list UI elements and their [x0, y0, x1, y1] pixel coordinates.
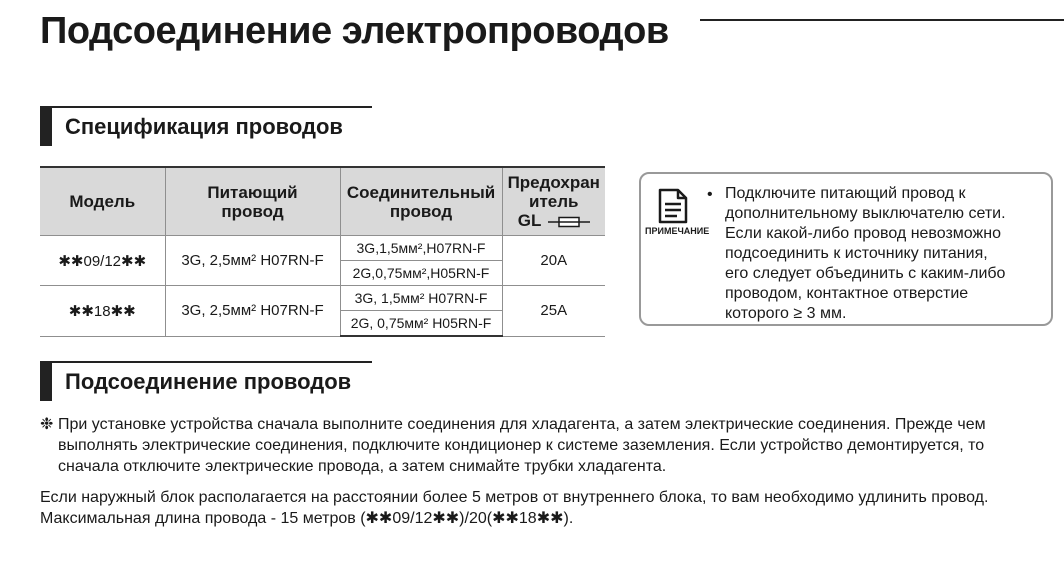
- cell-connecting-wire: 3G, 1,5мм² H07RN-F: [340, 286, 502, 311]
- note-line: его следует объединить с каким-либо: [725, 265, 1006, 282]
- cell-fuse: 20A: [502, 236, 605, 286]
- section-title-connect: Подсоединение проводов: [65, 369, 352, 394]
- header-connecting-wire: Соединительный провод: [340, 167, 502, 236]
- paragraph-line: Если наружный блок располагается на расстоянии более 5 метров от внутреннего блока, то вам необходимо удлинить провод.: [40, 489, 989, 506]
- cell-connecting-wire: 2G,0,75мм²,H05RN-F: [340, 261, 502, 286]
- fuse-icon: [548, 216, 590, 228]
- header-power-wire: Питающий провод: [165, 167, 340, 236]
- note-line: проводом, контактное отверстие: [725, 285, 969, 302]
- cell-connecting-wire: 3G,1,5мм²,H07RN-F: [340, 236, 502, 261]
- note-line: Подключите питающий провод к: [725, 185, 966, 202]
- fuse-type-label: GL: [517, 211, 542, 230]
- wire-spec-table: [40, 166, 605, 337]
- note-line: дополнительному выключателю сети.: [725, 205, 1006, 222]
- document-note-icon: [657, 188, 689, 224]
- cell-connecting-wire: 2G, 0,75мм² H05RN-F: [340, 311, 502, 337]
- table-row: [40, 236, 605, 261]
- section-rule: [52, 361, 372, 363]
- title-rule: [700, 19, 1064, 21]
- paragraph-line: ❉ При установке устройства сначала выполните соединения для хладагента, а затем электрические соединения. Прежде чем: [40, 416, 986, 433]
- paragraph-line: сначала отключите электрические провода, а затем снимайте трубки хладагента.: [58, 458, 667, 475]
- section-marker: [40, 361, 52, 401]
- note-bullet: •: [707, 186, 713, 203]
- cell-model: ✱✱18✱✱: [40, 286, 165, 337]
- connection-extra-info: [40, 487, 988, 529]
- section-marker: [40, 106, 52, 146]
- note-line: подсоединить к источнику питания,: [725, 245, 988, 262]
- table-header-row: [40, 167, 605, 236]
- note-icon-label: ПРИМЕЧАНИЕ: [645, 226, 710, 236]
- paragraph-line: Максимальная длина провода - 15 метров (✱✱09/12✱✱)/20(✱✱18✱✱).: [40, 510, 574, 527]
- note-line: которого ≥ 3 мм.: [725, 305, 847, 322]
- header-model: Модель: [40, 167, 165, 236]
- connection-instruction: [40, 414, 986, 477]
- section-rule: [52, 106, 372, 108]
- header-fuse: Предохран итель GL: [502, 167, 605, 236]
- asterism-symbol: ❉: [40, 416, 54, 433]
- cell-power-wire: 3G, 2,5мм² H07RN-F: [165, 236, 340, 286]
- note-text: [725, 184, 1043, 324]
- cell-model: ✱✱09/12✱✱: [40, 236, 165, 286]
- cell-power-wire: 3G, 2,5мм² H07RN-F: [165, 286, 340, 337]
- note-line: Если какой-либо провод невозможно: [725, 225, 1001, 242]
- note-box: [639, 172, 1053, 326]
- cell-fuse: 25A: [502, 286, 605, 337]
- section-title-spec: Спецификация проводов: [65, 114, 343, 139]
- page-title: Подсоединение электропроводов: [40, 10, 669, 52]
- table-row: [40, 286, 605, 311]
- paragraph-line: выполнять электрические соединения, подключите кондиционер к системе заземления. Если устройство демонтируется, то: [58, 437, 985, 454]
